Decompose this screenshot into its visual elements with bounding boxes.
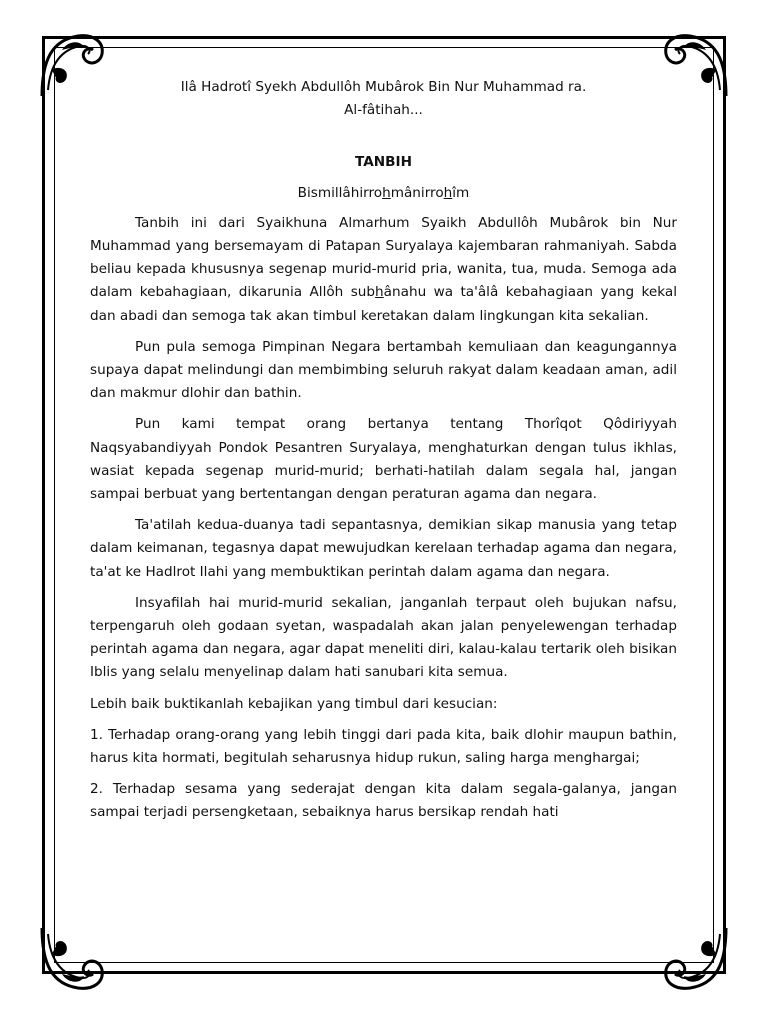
document-title: TANBIH [355, 154, 412, 171]
dedication-line: Ilâ Hadrotî Syekh Abdullôh Mubârok Bin Nur Muhammad ra. [180, 79, 587, 95]
basmalah-underlined: h [443, 184, 453, 201]
paragraph-4: Ta'atilah kedua-duanya tadi sepantasnya, demikian sikap manusia yang tetap dalam keimanan, tegasnya dapat mewujudkan kerelaan terhadap agama dan negara, ta'at ke Hadlrot Ilahi yang membuktikan perintah dalam agama dan negara. [90, 517, 677, 580]
basmalah-line [90, 182, 677, 205]
paragraph-1-part: ânahu wa ta'âlâ kebahagiaan yang kekal dan abadi dan semoga tak akan timbul keretakan dalam lingkungan kita sekalian. [90, 284, 677, 324]
paragraph-3: Pun kami tempat orang bertanya tentang Thorîqot Qôdiriyyah Naqsyabandiyyah Pondok Pesantren Suryalaya, menghaturkan dengan tulus ikhlas, wasiat kepada segenap murid-murid; berhati-hatilah dalam segala hal, jangan sampai berbuat yang bertentangan dengan peraturan agama dan negara. [90, 416, 677, 503]
list-intro: Lebih baik buktikanlah kebajikan yang timbul dari kesucian: [90, 695, 498, 712]
basmalah-underlined: h [382, 184, 391, 201]
document-body [90, 76, 677, 952]
paragraph-2: Pun pula semoga Pimpinan Negara bertambah kemuliaan dan keagungannya supaya dapat melindungi dan membimbing seluruh rakyat dalam keadaan aman, adil dan makmur dlohir dan bathin. [90, 338, 677, 402]
basmalah-part: mânirro [390, 184, 444, 201]
basmalah-part: Bismillâhirro [297, 184, 383, 201]
paragraph-1-part: Tanbih ini dari Syaikhuna Almarhum Syaikh Abdullôh Mubârok bin Nur Muhammad yang bersemayam di Patapan Suryalaya kajembaran rahmaniyah. Sabda beliau kepada khususnya segenap murid-murid pria, wanita, tua, muda. Semoga ada dalam kebahagiaan, dikarunia Allôh sub [90, 214, 677, 301]
basmalah-part: îm [452, 184, 470, 201]
fatihah-line: Al-fâtihah... [344, 102, 423, 119]
paragraph-5: Insyafilah hai murid-murid sekalian, janganlah terpaut oleh bujukan nafsu, terpengaruh oleh godaan syetan, waspadalah akan jalan penyelewengan terhadap perintah agama dan negara, agar dapat meneliti diri, kalau-kalau tertarik oleh bisikan Iblis yang selalu menyelinap dalam hati sanubari kita semua. [90, 594, 677, 681]
paragraph-1 [90, 212, 677, 328]
list-item-2: 2. Terhadap sesama yang sederajat dengan kita dalam segala-galanya, jangan sampai terjadi persengketaan, sebaiknya harus bersikap rendah hati [90, 781, 677, 821]
list-item-1: 1. Terhadap orang-orang yang lebih tinggi dari pada kita, baik dlohir maupun bathin, harus kita hormati, begitulah seharusnya hidup rukun, saling harga menghargai; [90, 726, 677, 767]
paragraph-1-underlined: h [375, 284, 384, 301]
